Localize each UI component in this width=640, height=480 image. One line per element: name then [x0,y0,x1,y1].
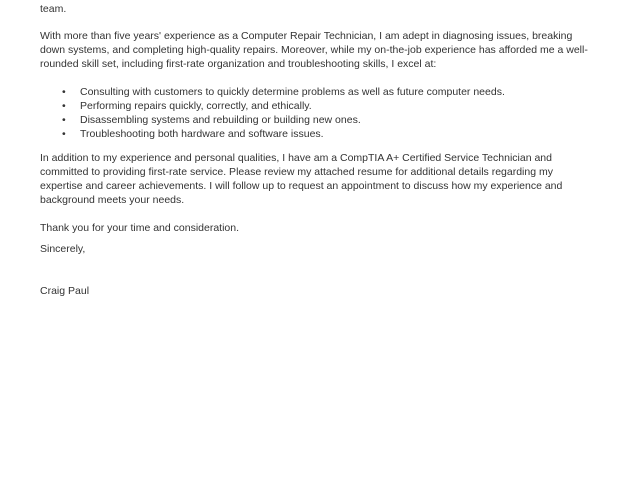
paragraph-line: In addition to my experience and personal qualities, I have am a CompTIA A+ Certified Service Technician and [40,152,552,164]
paragraph-experience [40,29,602,71]
closing-salutation: Sincerely, [40,243,86,255]
bullet-text: Disassembling systems and rebuilding or building new ones. [80,114,361,126]
signature-name: Craig Paul [40,285,90,297]
bullet-icon: • [62,100,66,112]
paragraph-fragment: team. [40,3,67,15]
paragraph-line: down systems, and completing high-quality repairs. Moreover, while my on-the-job experience has afforded me a well- [40,44,588,56]
paragraph-line: rounded skill set, including first-rate organization and troubleshooting skills, I excel at: [40,58,437,70]
bullet-text: Performing repairs quickly, correctly, and ethically. [80,100,312,112]
bullet-text: Troubleshooting both hardware and software issues. [80,128,324,140]
bullet-icon: • [62,86,66,98]
list-item [40,113,602,127]
paragraph-line: expertise and career achievements. I will follow up to request an appointment to discuss how my experience and [40,180,563,192]
list-item [40,127,602,141]
closing-thanks: Thank you for your time and consideration. [40,222,240,234]
paragraph-line: committed to providing first-rate service. Please review my attached resume for additional details regarding my [40,166,553,178]
bullet-icon: • [62,114,66,126]
paragraph-line: background meets your needs. [40,194,185,206]
paragraph-certification [40,151,602,207]
bullet-list [40,85,602,141]
list-item [40,99,602,113]
list-item [40,85,602,99]
bullet-text: Consulting with customers to quickly determine problems as well as future computer needs. [80,86,505,98]
paragraph-line: With more than five years' experience as a Computer Repair Technician, I am adept in diagnosing issues, breaking [40,30,573,42]
bullet-icon: • [62,128,66,140]
